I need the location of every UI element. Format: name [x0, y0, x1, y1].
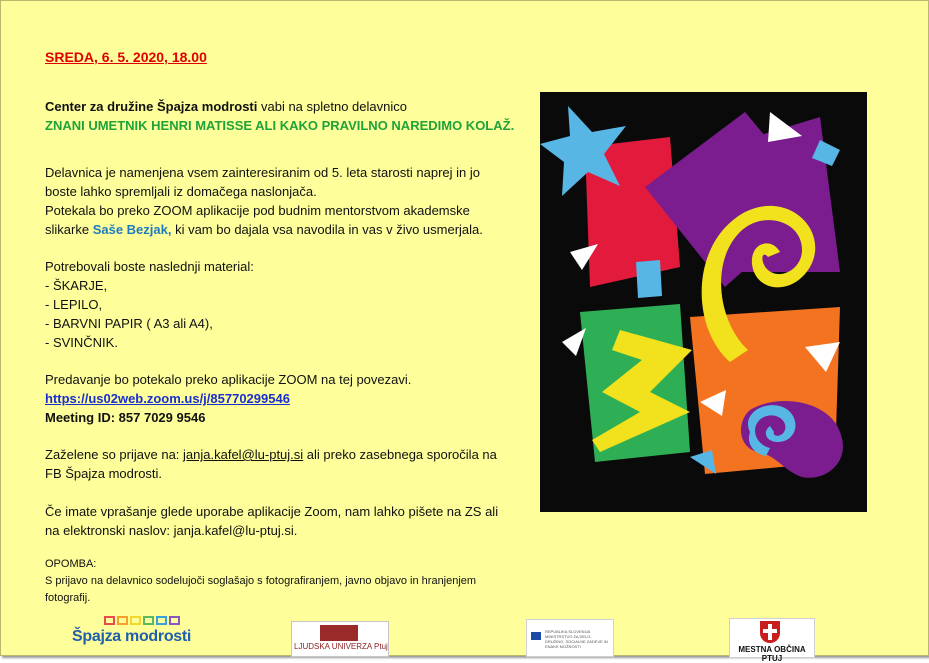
signup-block: [45, 445, 535, 483]
signup-text: Zaželene so prijave na:: [45, 447, 184, 462]
questions-line: Če imate vprašanje glede uporabe aplikacije Zoom, nam lahko pišete na ZS ali: [45, 504, 499, 519]
building-icon: [320, 625, 358, 641]
description-text: ki vam bo dajala vsa navodila in vas v živo usmerjala.: [171, 222, 483, 237]
material-item: - ŠKARJE,: [45, 278, 108, 293]
mestna-obcina-ptuj-logo: [729, 618, 815, 663]
note-heading: OPOMBA:: [45, 558, 97, 570]
intro-block: [45, 97, 525, 135]
ministry-logo: [526, 619, 614, 657]
coat-of-arms-icon: [760, 621, 780, 643]
zoom-link[interactable]: https://us02web.zoom.us/j/85770299546: [45, 391, 290, 406]
flag-icon: [531, 632, 541, 640]
description-line: Potekala bo preko ZOOM aplikacije pod budnim mentorstvom akademske: [45, 203, 470, 218]
material-item: - BARVNI PAPIR ( A3 ali A4),: [45, 316, 213, 331]
spajza-modrosti-logo: [72, 616, 202, 656]
description-block: [45, 163, 525, 239]
ptuj-logo-text: MESTNA OBČINA PTUJ: [738, 645, 806, 663]
logo-squares: [104, 616, 202, 625]
questions-block: [45, 502, 535, 540]
invite-text: vabi na spletno delavnico: [257, 99, 407, 114]
signup-fb: FB Špajza modrosti.: [45, 466, 163, 481]
meeting-id: Meeting ID: 857 7029 9546: [45, 410, 206, 425]
note-block: [45, 556, 545, 607]
lu-logo-text: LJUDSKA UNIVERZA Ptuj: [294, 642, 388, 651]
questions-line: na elektronski naslov: janja.kafel@lu-ptuj.si.: [45, 523, 298, 538]
description-text: slikarke: [45, 222, 93, 237]
material-item: - LEPILO,: [45, 297, 103, 312]
ministry-logo-text: REPUBLIKA SLOVENIJA MINISTRSTVO ZA DELO, DRUŽINO, SOCIALNE ZADEVE IN ENAKE MOŽNOSTI: [545, 629, 608, 649]
description-line: boste lahko spremljali iz domačega naslonjača.: [45, 184, 317, 199]
zoom-text: Predavanje bo potekalo preko aplikacije ZOOM na tej povezavi.: [45, 372, 412, 387]
ljudska-univerza-logo: [291, 621, 389, 657]
intro-line: [45, 97, 525, 116]
materials-heading: Potrebovali boste naslednji material:: [45, 259, 254, 274]
zoom-block: [45, 370, 525, 427]
description-line: Delavnica je namenjena vsem zainteresiranim od 5. leta starosti naprej in jo: [45, 165, 480, 180]
note-line: fotografij.: [45, 592, 91, 604]
mentor-name: Saše Bezjak,: [92, 222, 172, 237]
signup-line: [45, 445, 535, 464]
description-line: [45, 220, 525, 239]
signup-email-link[interactable]: janja.kafel@lu-ptuj.si: [183, 447, 304, 462]
workshop-title: ZNANI UMETNIK HENRI MATISSE ALI KAKO PRAVILNO NAREDIMO KOLAŽ.: [45, 118, 515, 133]
material-item: - SVINČNIK.: [45, 335, 118, 350]
matisse-collage-image: [540, 92, 867, 512]
spajza-logo-text: Špajza modrosti: [72, 628, 192, 645]
signup-text: ali preko zasebnega sporočila na: [303, 447, 497, 462]
materials-block: [45, 257, 525, 352]
organizer-name: Center za družine Špajza modrosti: [45, 99, 258, 114]
note-line: S prijavo na delavnico sodelujoči soglašajo s fotografiranjem, javno objavo in hranjenjem: [45, 575, 477, 587]
event-date: SREDA, 6. 5. 2020, 18.00: [45, 49, 207, 65]
